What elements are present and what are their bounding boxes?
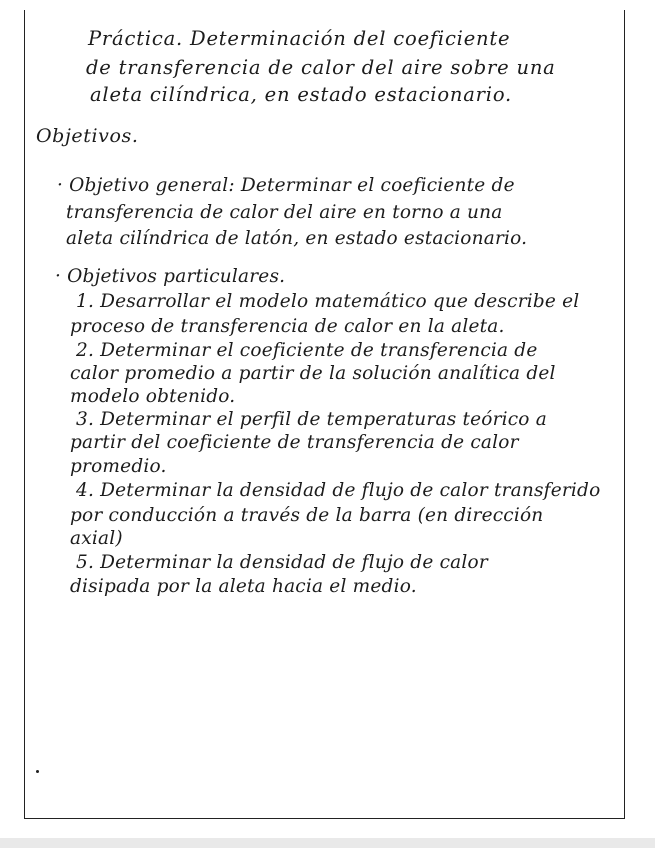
particulares-line-1: 1. Desarrollar el modelo matemático que describe el xyxy=(76,291,580,312)
scan-edge xyxy=(0,838,655,848)
particulares-line-6: 3. Determinar el perfil de temperaturas teórico a xyxy=(76,409,547,430)
particulares-line-5: modelo obtenido. xyxy=(70,386,236,407)
particulares-heading: · Objetivos particulares. xyxy=(55,266,286,287)
particulares-line-4: calor promedio a partir de la solución analítica del xyxy=(70,363,556,384)
particulares-line-7: partir del coeficiente de transferencia de calor xyxy=(70,432,519,453)
title-line-2: de transferencia de calor del aire sobre una xyxy=(86,56,556,79)
particulares-line-2: proceso de transferencia de calor en la aleta. xyxy=(70,316,505,337)
title-line-1: Práctica. Determinación del coeficiente xyxy=(88,27,511,50)
particulares-line-12: 5. Determinar la densidad de flujo de calor xyxy=(76,552,488,573)
particulares-line-3: 2. Determinar el coeficiente de transferencia de xyxy=(76,340,538,361)
particulares-line-9: 4. Determinar la densidad de flujo de calor transferido xyxy=(76,480,601,501)
general-line-3: aleta cilíndrica de latón, en estado estacionario. xyxy=(66,228,528,249)
objetivos-heading: Objetivos. xyxy=(36,125,139,147)
title-line-3: aleta cilíndrica, en estado estacionario. xyxy=(90,83,513,106)
general-line-2: transferencia de calor del aire en torno a una xyxy=(66,202,503,223)
particulares-line-11: axial) xyxy=(70,528,123,549)
general-line-1: · Objetivo general: Determinar el coeficiente de xyxy=(57,175,515,196)
particulares-line-13: disipada por la aleta hacia el medio. xyxy=(70,576,417,597)
particulares-line-8: promedio. xyxy=(70,456,167,477)
particulares-line-10: por conducción a través de la barra (en dirección xyxy=(70,505,544,526)
stray-pen-mark xyxy=(36,770,39,773)
